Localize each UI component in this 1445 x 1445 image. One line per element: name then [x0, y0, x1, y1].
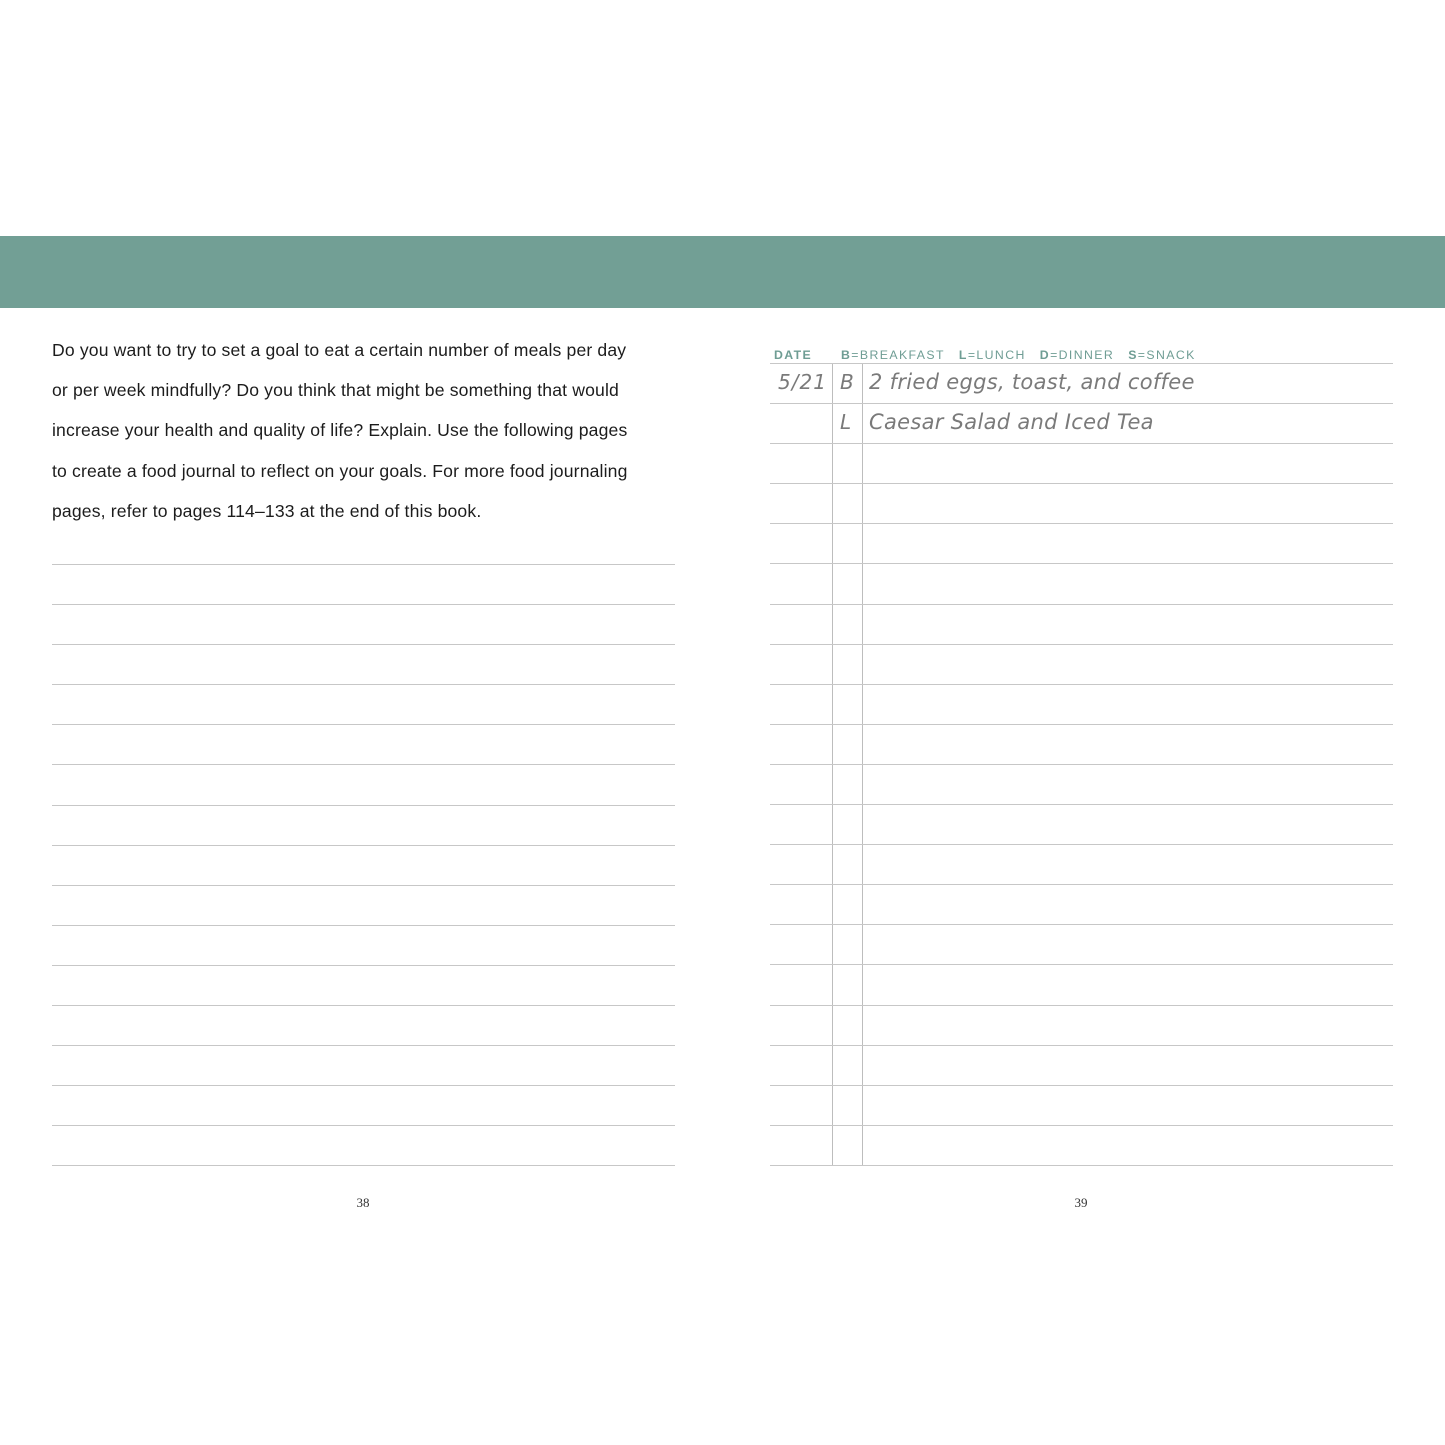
writing-line: [52, 564, 675, 604]
legend-key-text: =BREAKFAST: [851, 348, 945, 362]
row-meal: L: [840, 410, 852, 435]
legend-key-letter: L: [958, 348, 968, 362]
writing-line: [52, 764, 675, 804]
legend-key-letter: D: [1039, 348, 1051, 362]
writing-line: [52, 1125, 675, 1165]
journal-row: [770, 1006, 1393, 1046]
journal-row: [770, 645, 1393, 685]
journal-row: [770, 605, 1393, 645]
journal-row: [770, 404, 1393, 444]
journal-prompt: Do you want to try to set a goal to eat a certain number of meals per day or per week mindfully? Do you think that might be something that would increase your health and quality of life? Explain. Use the following pages to create a food journal to reflect on your goals. For more food journaling pages, refer to pages 114–133 at the end of this book.: [52, 340, 628, 521]
writing-lines: [52, 564, 675, 1166]
header-band: [0, 236, 1445, 308]
journal-row: [770, 524, 1393, 564]
writing-line: [52, 644, 675, 684]
writing-line: [52, 684, 675, 724]
journal-row: [770, 885, 1393, 925]
journal-row: [770, 965, 1393, 1005]
journal-row: [770, 364, 1393, 404]
legend-key: [841, 348, 945, 362]
page-number-left: 38: [356, 1195, 370, 1210]
writing-line: [52, 805, 675, 845]
writing-line: [52, 925, 675, 965]
legend-key: [1128, 348, 1196, 362]
journal-row: [770, 685, 1393, 725]
writing-line: [52, 885, 675, 925]
journal-grid: [770, 363, 1393, 1166]
legend-key: [1040, 348, 1114, 362]
row-food: Caesar Salad and Iced Tea: [869, 410, 1154, 435]
legend-key-letter: S: [1128, 348, 1138, 362]
writing-line: [52, 965, 675, 1005]
writing-line: [52, 724, 675, 764]
journal-row: [770, 925, 1393, 965]
journal-row: [770, 484, 1393, 524]
legend-key-text: =DINNER: [1050, 348, 1115, 362]
writing-line: [52, 1045, 675, 1085]
journal-row: [770, 564, 1393, 604]
journal-row: [770, 1126, 1393, 1166]
writing-line: [52, 1005, 675, 1045]
journal-row: [770, 805, 1393, 845]
legend-date: DATE: [774, 348, 813, 362]
journal-row: [770, 845, 1393, 885]
legend-key-letter: B: [841, 348, 852, 362]
journal-row: [770, 765, 1393, 805]
journal-row: [770, 444, 1393, 484]
row-food: 2 fried eggs, toast, and coffee: [869, 370, 1195, 394]
journal-row: [770, 1046, 1393, 1086]
writing-line: [52, 1165, 675, 1166]
legend-key-text: =SNACK: [1137, 348, 1196, 362]
journal-row: [770, 725, 1393, 765]
journal-legend: [770, 345, 1393, 363]
writing-line: [52, 1085, 675, 1125]
legend-keys: [841, 348, 1210, 362]
page-number-right: 39: [1074, 1195, 1088, 1210]
row-date: 5/21: [778, 370, 827, 394]
left-page: [52, 330, 675, 531]
legend-key: [959, 348, 1026, 362]
writing-line: [52, 604, 675, 644]
writing-line: [52, 845, 675, 885]
legend-key-text: =LUNCH: [967, 348, 1026, 362]
food-journal: [770, 345, 1393, 1166]
journal-row: [770, 1086, 1393, 1126]
row-meal: B: [840, 370, 854, 394]
